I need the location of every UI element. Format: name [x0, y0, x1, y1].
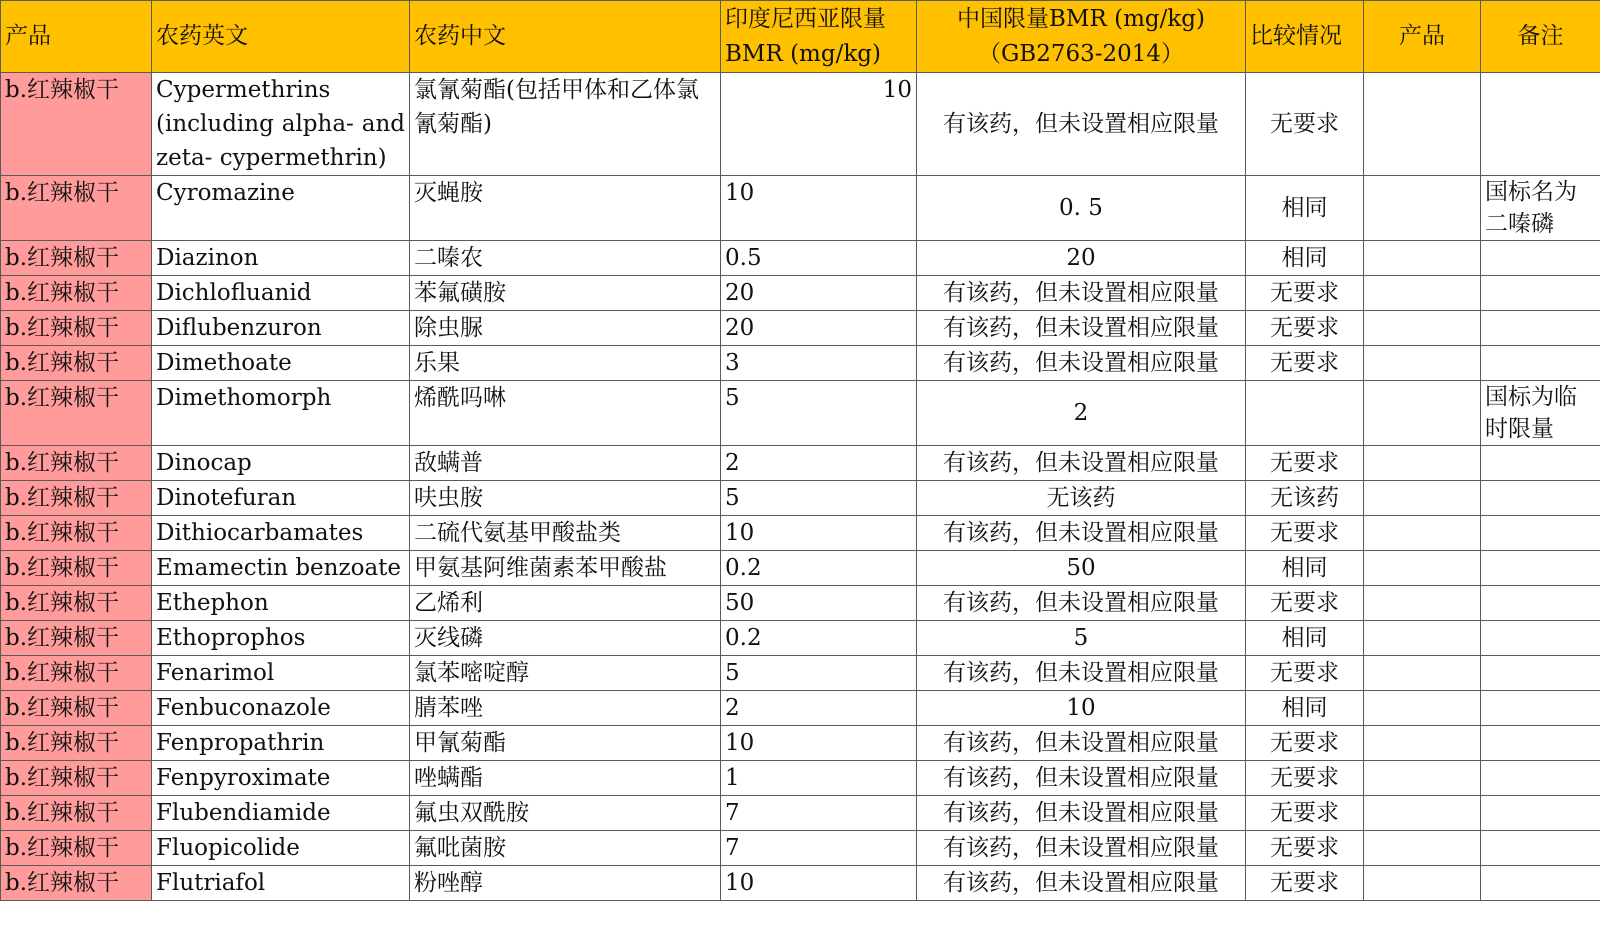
cell-product: b.红辣椒干 [1, 446, 152, 481]
cell-comparison: 无要求 [1246, 796, 1364, 831]
cell-pesticide-en: Dithiocarbamates [152, 516, 410, 551]
table-row [1, 866, 1600, 901]
cell-remarks [1481, 621, 1600, 656]
cell-indonesia-limit: 2 [721, 446, 917, 481]
cell-product: b.红辣椒干 [1, 516, 152, 551]
cell-comparison: 无要求 [1246, 311, 1364, 346]
cell-indonesia-limit: 20 [721, 276, 917, 311]
cell-product-2 [1364, 446, 1481, 481]
cell-pesticide-en: Cyromazine [152, 176, 410, 241]
cell-china-limit: 无该药 [917, 481, 1246, 516]
cell-comparison: 相同 [1246, 241, 1364, 276]
cell-pesticide-en: Dinocap [152, 446, 410, 481]
cell-pesticide-en: Flutriafol [152, 866, 410, 901]
cell-product-2 [1364, 241, 1481, 276]
cell-product: b.红辣椒干 [1, 241, 152, 276]
cell-remarks [1481, 551, 1600, 586]
cell-product-2 [1364, 691, 1481, 726]
cell-pesticide-en: Flubendiamide [152, 796, 410, 831]
cell-pesticide-cn: 灭蝇胺 [410, 176, 721, 241]
cell-indonesia-limit: 0.2 [721, 621, 917, 656]
cell-pesticide-en: Emamectin benzoate [152, 551, 410, 586]
table-row [1, 831, 1600, 866]
cell-pesticide-cn: 腈苯唑 [410, 691, 721, 726]
cell-comparison: 无要求 [1246, 761, 1364, 796]
cell-pesticide-en: Dimethoate [152, 346, 410, 381]
cell-china-limit: 10 [917, 691, 1246, 726]
cell-pesticide-cn: 唑螨酯 [410, 761, 721, 796]
cell-comparison: 无要求 [1246, 866, 1364, 901]
cell-comparison: 无要求 [1246, 586, 1364, 621]
cell-comparison [1246, 381, 1364, 446]
cell-comparison: 相同 [1246, 691, 1364, 726]
cell-china-limit: 有该药，但未设置相应限量 [917, 831, 1246, 866]
cell-product-2 [1364, 346, 1481, 381]
cell-comparison: 无该药 [1246, 481, 1364, 516]
header-pesticide-en: 农药英文 [152, 1, 410, 73]
header-china-limit [917, 1, 1246, 73]
cell-product-2 [1364, 311, 1481, 346]
cell-remarks [1481, 586, 1600, 621]
cell-product: b.红辣椒干 [1, 726, 152, 761]
table-row [1, 726, 1600, 761]
cell-pesticide-en: Dimethomorph [152, 381, 410, 446]
header-indonesia-limit: 印度尼西亚限量BMR (mg/kg) [721, 1, 917, 73]
cell-product: b.红辣椒干 [1, 761, 152, 796]
cell-product-2 [1364, 276, 1481, 311]
cell-comparison: 无要求 [1246, 276, 1364, 311]
cell-product-2 [1364, 761, 1481, 796]
cell-product: b.红辣椒干 [1, 381, 152, 446]
cell-china-limit: 有该药，但未设置相应限量 [917, 346, 1246, 381]
cell-remarks [1481, 691, 1600, 726]
table-row [1, 656, 1600, 691]
cell-china-limit: 有该药，但未设置相应限量 [917, 656, 1246, 691]
cell-remarks [1481, 241, 1600, 276]
table-row [1, 796, 1600, 831]
table-row [1, 276, 1600, 311]
cell-product-2 [1364, 73, 1481, 176]
cell-pesticide-cn: 氯氰菊酯(包括甲体和乙体氯氰菊酯) [410, 73, 721, 176]
cell-comparison: 无要求 [1246, 656, 1364, 691]
table-row [1, 691, 1600, 726]
table-row [1, 481, 1600, 516]
cell-comparison: 无要求 [1246, 73, 1364, 176]
cell-pesticide-cn: 甲氰菊酯 [410, 726, 721, 761]
header-china-limit-line1: 中国限量BMR (mg/kg) [957, 5, 1205, 32]
cell-indonesia-limit: 10 [721, 176, 917, 241]
cell-china-limit: 5 [917, 621, 1246, 656]
cell-remarks [1481, 276, 1600, 311]
cell-product-2 [1364, 621, 1481, 656]
cell-pesticide-en: Dichlofluanid [152, 276, 410, 311]
cell-remarks: 国标为临时限量 [1481, 381, 1600, 446]
cell-indonesia-limit: 0.2 [721, 551, 917, 586]
cell-indonesia-limit: 5 [721, 481, 917, 516]
table-row [1, 241, 1600, 276]
table-row [1, 551, 1600, 586]
cell-indonesia-limit: 5 [721, 381, 917, 446]
cell-pesticide-en: Fenbuconazole [152, 691, 410, 726]
cell-product-2 [1364, 866, 1481, 901]
cell-pesticide-en: Ethoprophos [152, 621, 410, 656]
cell-product-2 [1364, 726, 1481, 761]
cell-indonesia-limit: 3 [721, 346, 917, 381]
cell-product-2 [1364, 551, 1481, 586]
cell-indonesia-limit: 10 [721, 866, 917, 901]
table-row [1, 586, 1600, 621]
cell-pesticide-en: Fenpyroximate [152, 761, 410, 796]
cell-pesticide-en: Diflubenzuron [152, 311, 410, 346]
cell-pesticide-en: Diazinon [152, 241, 410, 276]
cell-remarks [1481, 866, 1600, 901]
table-row [1, 176, 1600, 241]
table-row [1, 446, 1600, 481]
header-remarks: 备注 [1481, 1, 1600, 73]
cell-indonesia-limit: 10 [721, 726, 917, 761]
cell-product: b.红辣椒干 [1, 346, 152, 381]
cell-product: b.红辣椒干 [1, 551, 152, 586]
cell-product: b.红辣椒干 [1, 176, 152, 241]
cell-product: b.红辣椒干 [1, 656, 152, 691]
cell-product: b.红辣椒干 [1, 73, 152, 176]
cell-remarks [1481, 481, 1600, 516]
cell-pesticide-en: Ethephon [152, 586, 410, 621]
cell-china-limit: 20 [917, 241, 1246, 276]
cell-indonesia-limit: 50 [721, 586, 917, 621]
header-product: 产品 [1, 1, 152, 73]
header-row [1, 1, 1600, 73]
cell-pesticide-cn: 敌螨普 [410, 446, 721, 481]
table-row [1, 381, 1600, 446]
cell-comparison: 无要求 [1246, 726, 1364, 761]
cell-remarks [1481, 73, 1600, 176]
cell-remarks [1481, 346, 1600, 381]
cell-china-limit: 有该药，但未设置相应限量 [917, 796, 1246, 831]
cell-product-2 [1364, 796, 1481, 831]
cell-comparison: 无要求 [1246, 446, 1364, 481]
cell-pesticide-en: Fenarimol [152, 656, 410, 691]
cell-china-limit: 有该药，但未设置相应限量 [917, 586, 1246, 621]
cell-pesticide-cn: 乐果 [410, 346, 721, 381]
cell-indonesia-limit: 7 [721, 796, 917, 831]
cell-product-2 [1364, 656, 1481, 691]
cell-china-limit: 有该药，但未设置相应限量 [917, 866, 1246, 901]
cell-product-2 [1364, 176, 1481, 241]
table-row [1, 516, 1600, 551]
cell-product: b.红辣椒干 [1, 621, 152, 656]
cell-comparison: 无要求 [1246, 516, 1364, 551]
cell-product-2 [1364, 516, 1481, 551]
cell-pesticide-cn: 乙烯利 [410, 586, 721, 621]
cell-pesticide-cn: 氯苯嘧啶醇 [410, 656, 721, 691]
cell-product: b.红辣椒干 [1, 796, 152, 831]
cell-pesticide-cn: 除虫脲 [410, 311, 721, 346]
cell-product: b.红辣椒干 [1, 866, 152, 901]
header-pesticide-cn: 农药中文 [410, 1, 721, 73]
cell-indonesia-limit: 0.5 [721, 241, 917, 276]
cell-product: b.红辣椒干 [1, 691, 152, 726]
cell-china-limit: 有该药，但未设置相应限量 [917, 516, 1246, 551]
cell-pesticide-cn: 呋虫胺 [410, 481, 721, 516]
header-china-limit-line2: （GB2763-2014） [977, 40, 1185, 67]
cell-pesticide-cn: 氟虫双酰胺 [410, 796, 721, 831]
cell-comparison: 无要求 [1246, 346, 1364, 381]
cell-product-2 [1364, 586, 1481, 621]
cell-remarks: 国标名为二嗪磷 [1481, 176, 1600, 241]
cell-comparison: 相同 [1246, 621, 1364, 656]
cell-remarks [1481, 311, 1600, 346]
cell-indonesia-limit: 2 [721, 691, 917, 726]
header-product-2: 产品 [1364, 1, 1481, 73]
cell-remarks [1481, 516, 1600, 551]
cell-pesticide-en: Cypermethrins (including alpha- and zeta- cypermethrin) [152, 73, 410, 176]
cell-comparison: 相同 [1246, 551, 1364, 586]
cell-remarks [1481, 831, 1600, 866]
cell-product: b.红辣椒干 [1, 276, 152, 311]
cell-pesticide-cn: 烯酰吗啉 [410, 381, 721, 446]
cell-comparison: 相同 [1246, 176, 1364, 241]
cell-product: b.红辣椒干 [1, 311, 152, 346]
cell-product: b.红辣椒干 [1, 586, 152, 621]
cell-remarks [1481, 761, 1600, 796]
cell-pesticide-en: Fluopicolide [152, 831, 410, 866]
cell-remarks [1481, 796, 1600, 831]
cell-remarks [1481, 446, 1600, 481]
cell-pesticide-en: Dinotefuran [152, 481, 410, 516]
cell-china-limit: 有该药，但未设置相应限量 [917, 446, 1246, 481]
cell-pesticide-en: Fenpropathrin [152, 726, 410, 761]
table-row [1, 311, 1600, 346]
cell-product-2 [1364, 481, 1481, 516]
cell-china-limit: 有该药，但未设置相应限量 [917, 311, 1246, 346]
cell-indonesia-limit: 7 [721, 831, 917, 866]
cell-indonesia-limit: 20 [721, 311, 917, 346]
cell-pesticide-cn: 二嗪农 [410, 241, 721, 276]
cell-china-limit: 2 [917, 381, 1246, 446]
cell-china-limit: 0. 5 [917, 176, 1246, 241]
cell-pesticide-cn: 二硫代氨基甲酸盐类 [410, 516, 721, 551]
cell-china-limit: 有该药，但未设置相应限量 [917, 276, 1246, 311]
cell-indonesia-limit: 10 [721, 73, 917, 176]
cell-indonesia-limit: 10 [721, 516, 917, 551]
table-row [1, 73, 1600, 176]
table-row [1, 761, 1600, 796]
header-comparison: 比较情况 [1246, 1, 1364, 73]
cell-remarks [1481, 726, 1600, 761]
table-row [1, 346, 1600, 381]
cell-china-limit: 50 [917, 551, 1246, 586]
table-body [1, 73, 1600, 901]
cell-pesticide-cn: 氟吡菌胺 [410, 831, 721, 866]
cell-product: b.红辣椒干 [1, 481, 152, 516]
cell-pesticide-cn: 灭线磷 [410, 621, 721, 656]
cell-china-limit: 有该药，但未设置相应限量 [917, 726, 1246, 761]
cell-product-2 [1364, 381, 1481, 446]
cell-pesticide-cn: 甲氨基阿维菌素苯甲酸盐 [410, 551, 721, 586]
cell-pesticide-cn: 苯氟磺胺 [410, 276, 721, 311]
cell-remarks [1481, 656, 1600, 691]
table-row [1, 621, 1600, 656]
cell-product: b.红辣椒干 [1, 831, 152, 866]
cell-comparison: 无要求 [1246, 831, 1364, 866]
cell-pesticide-cn: 粉唑醇 [410, 866, 721, 901]
cell-china-limit: 有该药，但未设置相应限量 [917, 761, 1246, 796]
cell-china-limit: 有该药，但未设置相应限量 [917, 73, 1246, 176]
cell-indonesia-limit: 5 [721, 656, 917, 691]
cell-product-2 [1364, 831, 1481, 866]
cell-indonesia-limit: 1 [721, 761, 917, 796]
